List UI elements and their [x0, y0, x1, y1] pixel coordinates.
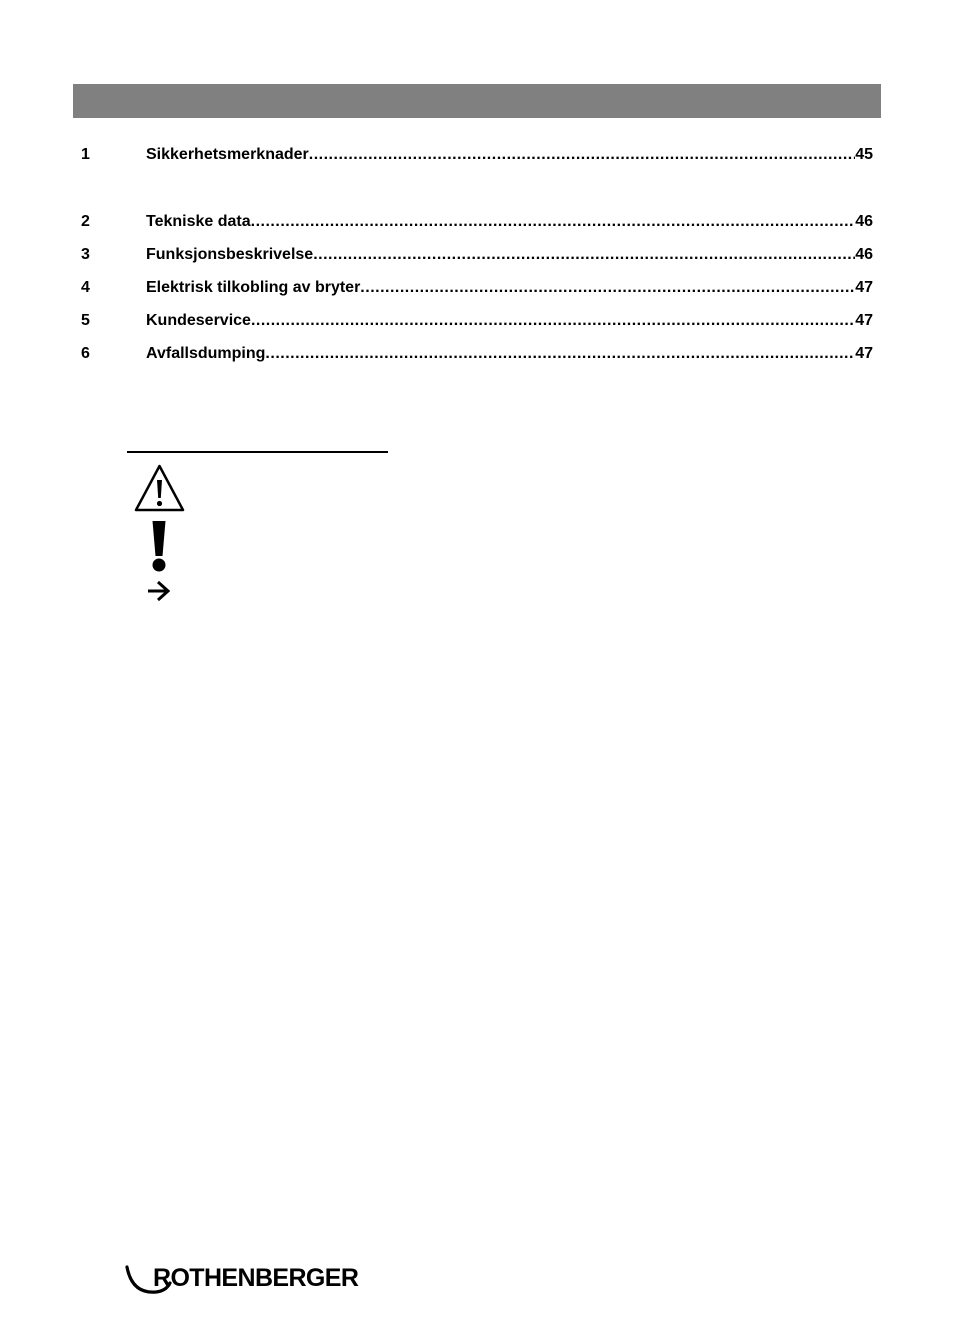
toc-number: 1 — [81, 146, 90, 163]
toc-title: Tekniske data — [146, 213, 251, 230]
header-bar — [73, 84, 881, 118]
toc-leader — [313, 245, 855, 265]
exclamation-icon — [149, 519, 169, 573]
toc-page: 47 — [855, 279, 873, 296]
toc-page: 46 — [855, 246, 873, 263]
toc-title: Avfallsdumping — [146, 345, 266, 362]
rothenberger-logo — [124, 1262, 364, 1298]
toc-number: 5 — [81, 312, 90, 329]
toc-title: Elektrisk tilkobling av bryter — [146, 279, 361, 296]
toc-title: Funksjonsbeskrivelse — [146, 246, 314, 263]
toc-number: 4 — [81, 279, 90, 296]
toc-page: 47 — [855, 312, 873, 329]
toc-row-2[interactable] — [81, 212, 873, 232]
arrow-right-icon — [147, 580, 172, 602]
toc-number: 2 — [81, 213, 90, 230]
toc-page: 47 — [855, 345, 873, 362]
toc-leader — [265, 344, 855, 364]
toc-page: 45 — [855, 146, 873, 163]
toc-row-4[interactable] — [81, 278, 873, 298]
toc-number: 6 — [81, 345, 90, 362]
toc-leader — [251, 311, 855, 331]
toc-number: 3 — [81, 246, 90, 263]
toc-row-6[interactable] — [81, 344, 873, 364]
warning-triangle-icon — [133, 463, 186, 513]
toc-title: Sikkerhetsmerknader — [146, 146, 309, 163]
toc-leader — [360, 278, 855, 298]
toc-page: 46 — [855, 213, 873, 230]
toc-leader — [309, 145, 855, 165]
toc-row-5[interactable] — [81, 311, 873, 331]
toc-title: Kundeservice — [146, 312, 251, 329]
symbols-divider — [127, 451, 388, 453]
toc-leader — [251, 212, 856, 232]
brand-name: ROTHENBERGER — [153, 1264, 359, 1292]
toc-row-1[interactable] — [81, 145, 873, 165]
toc-row-3[interactable] — [81, 245, 873, 265]
